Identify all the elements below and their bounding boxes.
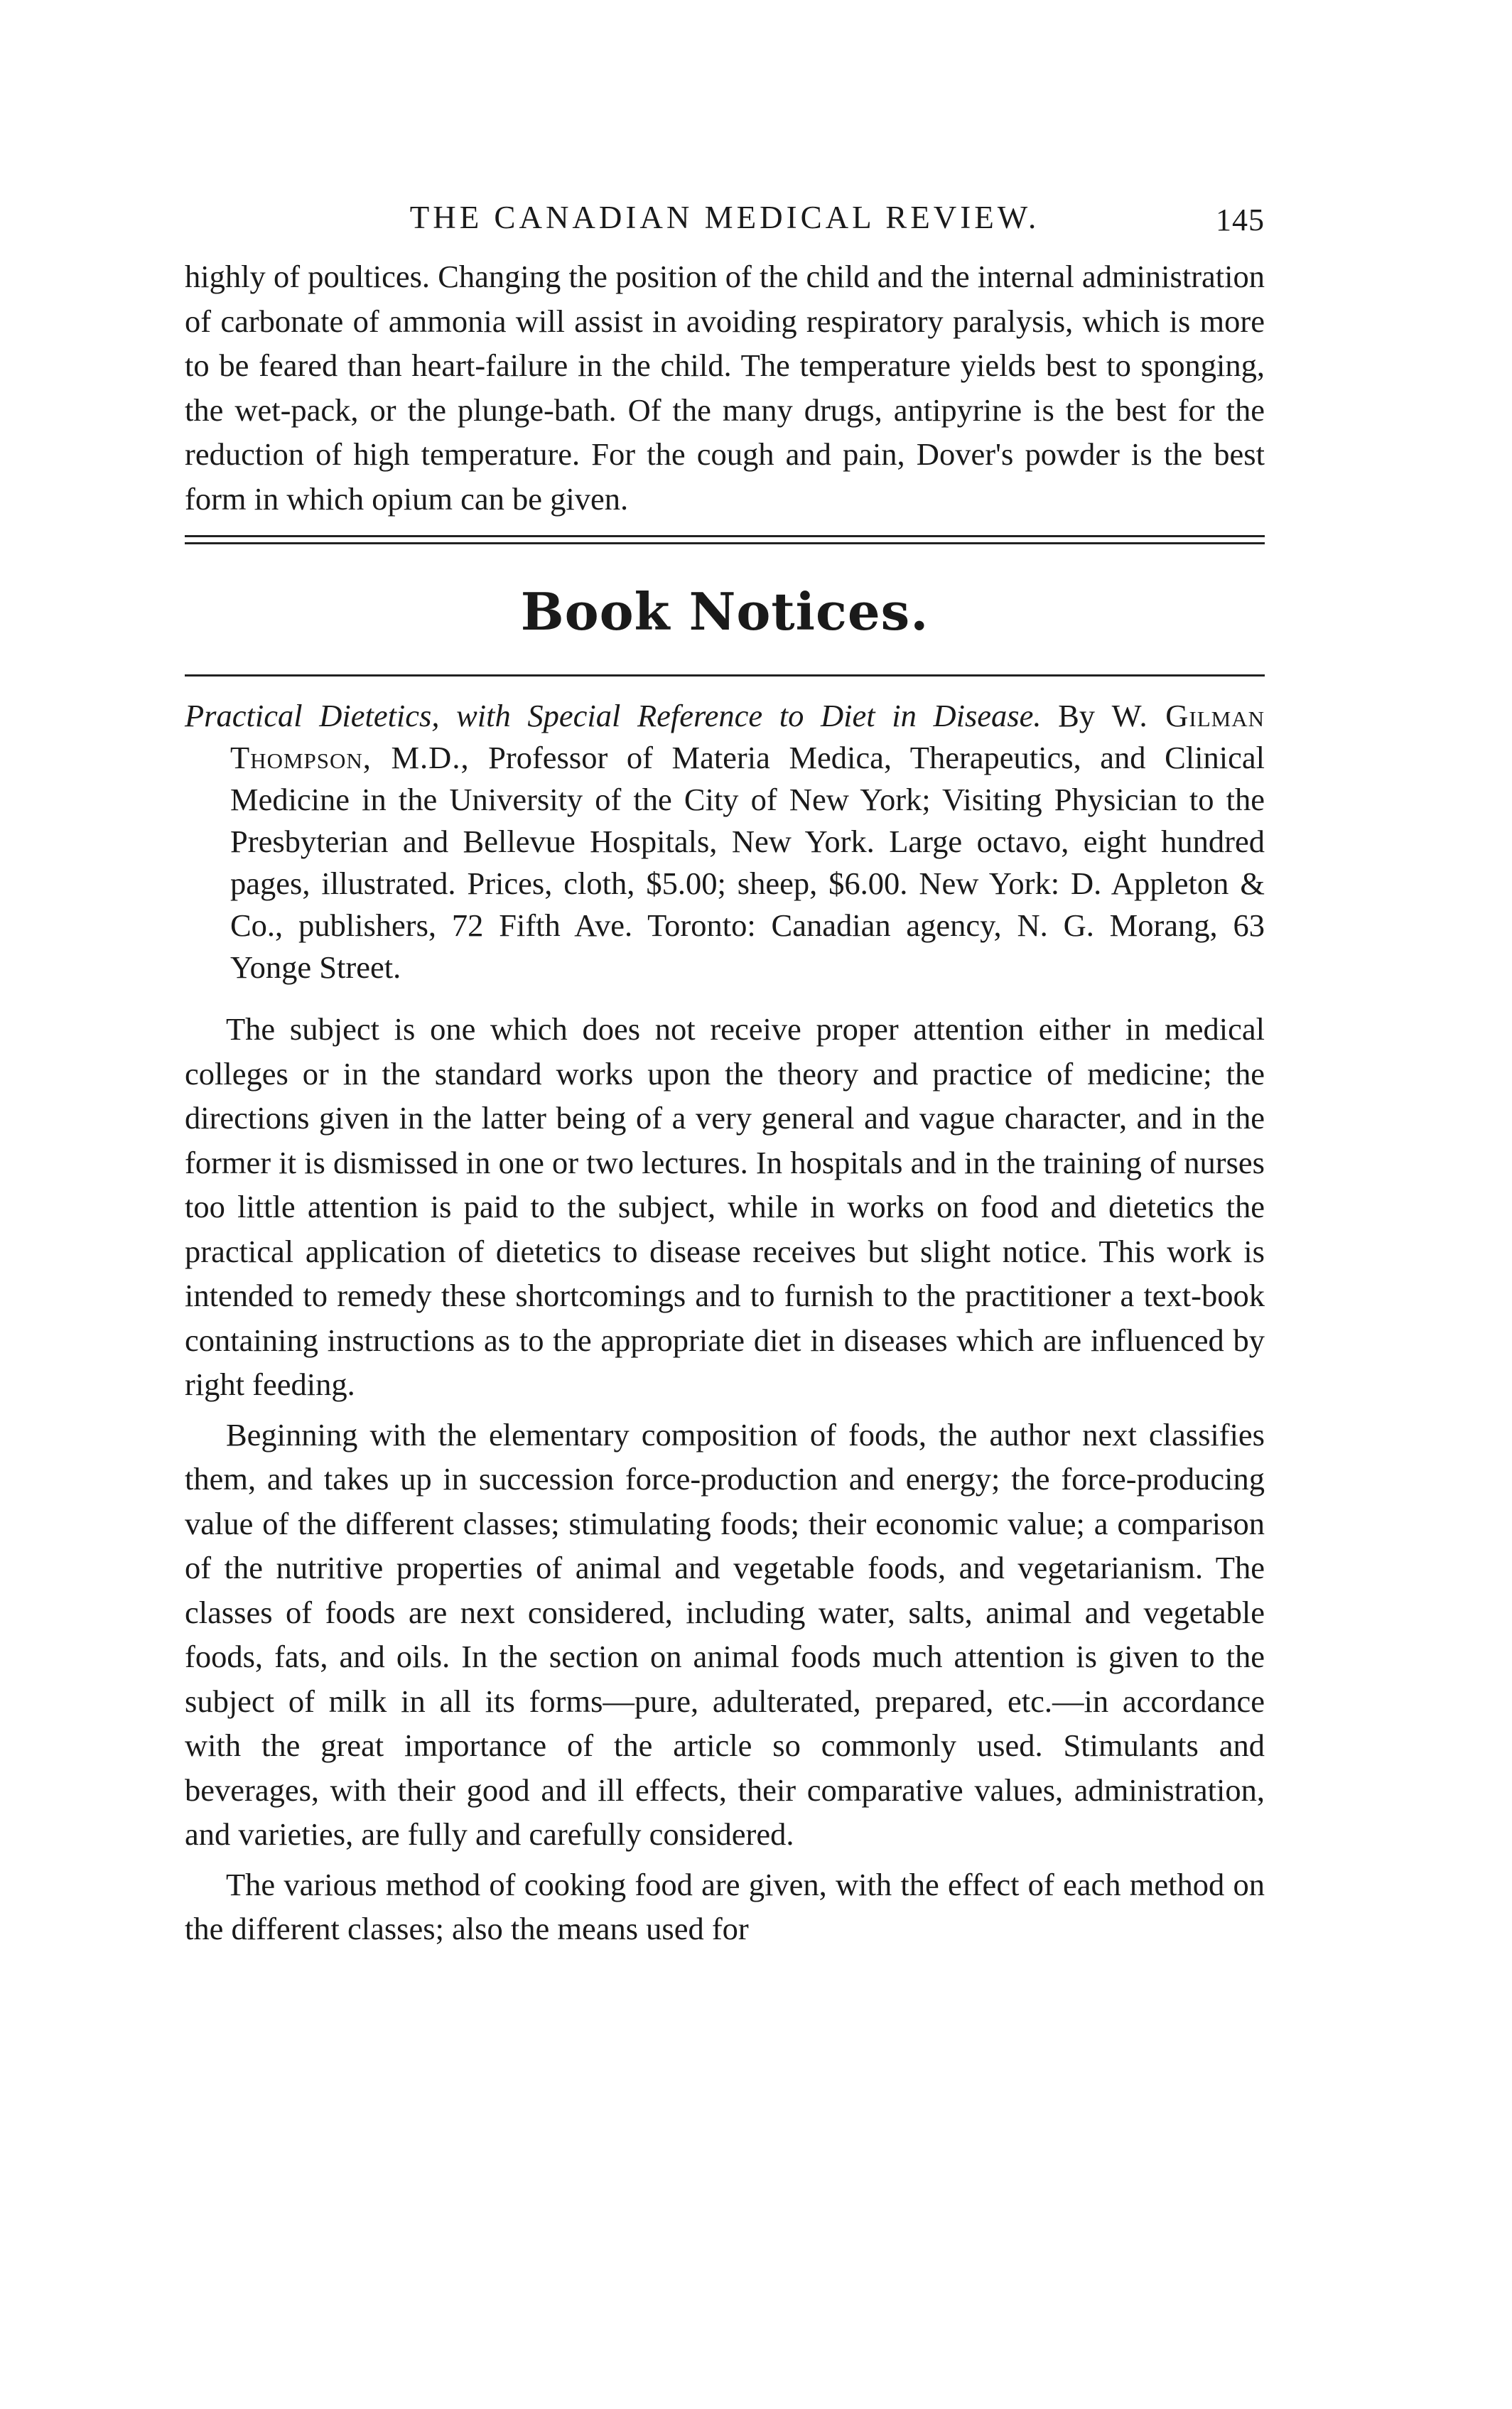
page	[185, 199, 1265, 1957]
page-number: 145	[1216, 203, 1265, 237]
book-citation	[185, 695, 1265, 988]
running-title: THE CANADIAN MEDICAL REVIEW.	[409, 200, 1040, 235]
continued-paragraph: highly of poultices. Changing the position of the child and the internal administration of carbonate of ammonia will assist in avoiding respiratory paralysis, which is more to be feared than heart-failure in the child. The temperature yields best to sponging, the wet-pack, or the plunge-bath. Of the many drugs, antipyrine is the best for the reduction of high temperature. For the cough and pain, Dover's powder is the best form in which opium can be given.	[185, 259, 1265, 517]
title-rule	[185, 674, 1265, 677]
by-label: By	[1058, 698, 1096, 733]
section-divider	[185, 535, 1265, 544]
book-author: W. Gilman Thompson, M.D.,	[230, 698, 1265, 775]
book-details: Professor of Materia Medica, Therapeutics, and Clinical Medicine in the University of the City of New York; Visiting Physician to the Presbyterian and Bellevue Hospitals, New York. Large octavo, eight hundred pages, illustrated. Prices, cloth, $5.00; sheep, $6.00. New York: D. Appleton & Co., publishers, 72 Fifth Ave. Toronto: Canadian agency, N. G. Morang, 63 Yonge Street.	[230, 740, 1265, 985]
running-head	[185, 199, 1265, 242]
section-title: Book Notices.	[520, 581, 929, 642]
review-paragraph-3: The various method of cooking food are given, with the effect of each method on the different classes; also the means used for	[185, 1866, 1265, 1946]
review-paragraph-2: Beginning with the elementary composition of foods, the author next classifies them, and takes up in succession force-production and energy; the force-producing value of the different classes; stimulating foods; their economic value; a comparison of the nutritive properties of animal and vegetable foods, and vegetarianism. The classes of foods are next considered, including water, salts, animal and vegetable foods, fats, and oils. In the section on animal foods much attention is given to the subject of milk in all its forms—pure, adulterated, prepared, etc.—in accordance with the great importance of the article so commonly used. Stimulants and beverages, with their good and ill effects, their comparative values, administration, and varieties, are fully and carefully considered.	[185, 1416, 1265, 1852]
review-paragraph-1: The subject is one which does not receive proper attention either in medical colleges or in the standard works upon the theory and practice of medicine; the directions given in the latter being of a very general and vague character, and in the former it is dismissed in one or two lectures. In hospitals and in the training of nurses too little attention is paid to the subject, while in works on food and dietetics the practical application of dietetics to disease receives but slight notice. This work is intended to remedy these shortcomings and to furnish to the practitioner a text-book containing instructions as to the appropriate diet in diseases which are influenced by right feeding.	[185, 1011, 1265, 1402]
review-body	[185, 1007, 1265, 1951]
book-title: Practical Dietetics, with Special Reference to Diet in Disease.	[185, 698, 1042, 733]
